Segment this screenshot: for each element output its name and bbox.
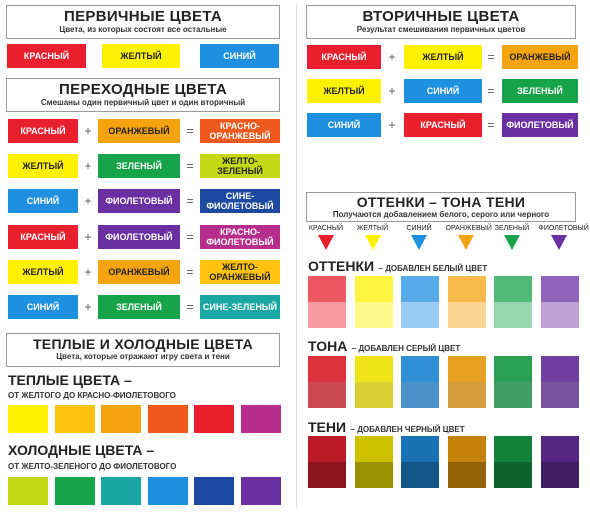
color-marker-icon xyxy=(318,235,334,250)
cold-swatch xyxy=(8,477,48,505)
plus-sign: + xyxy=(388,50,396,64)
tertiary-subtitle: Смешаны один первичный цвет и один вторичный xyxy=(40,98,246,107)
shade-color-label: СИНИЙ xyxy=(406,225,432,232)
shade-color-label: ОРАНЖЕВЫЙ xyxy=(445,225,492,232)
shade-swatch-bottom xyxy=(401,382,439,408)
shade-swatch-top xyxy=(401,276,439,302)
cold-title: ХОЛОДНЫЕ ЦВЕТА – xyxy=(8,442,155,458)
plus-sign: + xyxy=(84,229,92,244)
shade-swatch-top xyxy=(308,356,346,382)
equals-sign: = xyxy=(487,118,495,132)
tertiary-swatch: ЗЕЛЕНЫЙ xyxy=(98,154,180,178)
equals-sign: = xyxy=(186,300,194,314)
shade-swatch-bottom xyxy=(355,302,393,328)
shade-swatch-top xyxy=(308,276,346,302)
color-marker-icon xyxy=(504,235,520,250)
shade-color-label: КРАСНЫЙ xyxy=(308,225,344,232)
equals-sign: = xyxy=(186,264,194,279)
cold-swatch xyxy=(148,477,188,505)
plus-sign: + xyxy=(84,264,92,279)
shade-color-label: ЗЕЛЕНЫЙ xyxy=(494,225,530,232)
secondary-title: ВТОРИЧНЫЕ ЦВЕТА xyxy=(362,8,520,25)
secondary-result-swatch: ФИОЛЕТОВЫЙ xyxy=(502,113,578,137)
warm-subtitle: ОТ ЖЕЛТОГО ДО КРАСНО-ФИОЛЕТОВОГО xyxy=(8,391,176,400)
primary-subtitle: Цвета, из которых состоят все остальные xyxy=(59,25,227,34)
secondary-result-swatch: ЗЕЛЕНЫЙ xyxy=(502,79,578,103)
shade-swatch-top xyxy=(541,356,579,382)
plus-sign: + xyxy=(84,124,92,138)
shade-swatch-top xyxy=(401,436,439,462)
shade-swatch-top xyxy=(448,356,486,382)
secondary-swatch: СИНИЙ xyxy=(307,113,381,137)
shade-swatch-top xyxy=(308,436,346,462)
shade-swatch-bottom xyxy=(355,382,393,408)
warm-swatch xyxy=(55,405,95,433)
tertiary-swatch: ОРАНЖЕВЫЙ xyxy=(98,119,180,143)
shade-swatch-bottom xyxy=(494,302,532,328)
color-marker-icon xyxy=(551,235,567,250)
plus-sign: + xyxy=(84,159,92,174)
cold-swatch xyxy=(241,477,281,505)
shade-swatch-bottom xyxy=(494,382,532,408)
shade-swatch-top xyxy=(448,436,486,462)
warm-swatch xyxy=(194,405,234,433)
equals-sign: = xyxy=(186,194,194,209)
cold-subtitle: ОТ ЖЕЛТО-ЗЕЛЕНОГО ДО ФИОЛЕТОВОГО xyxy=(8,462,177,471)
shade-swatch-top xyxy=(355,436,393,462)
warmcold-title: ТЕПЛЫЕ И ХОЛОДНЫЕ ЦВЕТА xyxy=(32,336,254,352)
shade-swatch-top xyxy=(494,436,532,462)
shade-swatch-top xyxy=(541,276,579,302)
secondary-subtitle: Результат смешивания первичных цветов xyxy=(356,25,526,34)
primary-yellow-swatch: ЖЕЛТЫЙ xyxy=(102,44,180,68)
tertiary-result-swatch: СИНЕ-ФИОЛЕТОВЫЙ xyxy=(200,189,280,213)
shade-swatch-bottom xyxy=(541,462,579,488)
color-marker-icon xyxy=(458,235,474,250)
tertiary-swatch: СИНИЙ xyxy=(8,295,78,319)
tertiary-header xyxy=(6,78,280,112)
secondary-swatch: КРАСНЫЙ xyxy=(404,113,482,137)
shade-swatch-top xyxy=(494,276,532,302)
shade-swatch-bottom xyxy=(401,462,439,488)
shades-header xyxy=(306,192,576,222)
shade-swatch-bottom xyxy=(541,302,579,328)
shade-swatch-bottom xyxy=(355,462,393,488)
shade-swatch-top xyxy=(355,356,393,382)
warm-swatch xyxy=(241,405,281,433)
tints-heading xyxy=(308,258,487,276)
primary-header xyxy=(6,5,280,39)
shade-swatch-bottom xyxy=(541,382,579,408)
shade-swatch-bottom xyxy=(494,462,532,488)
shadesdark-title: ТЕНИ xyxy=(308,419,347,435)
plus-sign: + xyxy=(388,84,396,98)
shade-color-label: ФИОЛЕТОВЫЙ xyxy=(538,225,589,232)
tones-subtitle: – ДОБАВЛЕН СЕРЫЙ ЦВЕТ xyxy=(351,344,461,353)
secondary-header xyxy=(306,5,576,39)
tertiary-swatch: ЗЕЛЕНЫЙ xyxy=(98,295,180,319)
equals-sign: = xyxy=(487,84,495,98)
tones-heading xyxy=(308,338,460,356)
tertiary-swatch: ФИОЛЕТОВЫЙ xyxy=(98,189,180,213)
cold-swatch xyxy=(194,477,234,505)
shade-swatch-top xyxy=(494,356,532,382)
shade-swatch-top xyxy=(541,436,579,462)
secondary-swatch: СИНИЙ xyxy=(404,79,482,103)
tertiary-result-swatch: ЖЕЛТО-ОРАНЖЕВЫЙ xyxy=(200,260,280,284)
color-marker-icon xyxy=(365,235,381,250)
warmcold-header xyxy=(6,333,280,367)
cold-swatch xyxy=(101,477,141,505)
tints-subtitle: – ДОБАВЛЕН БЕЛЫЙ ЦВЕТ xyxy=(378,264,488,273)
shade-swatch-bottom xyxy=(448,302,486,328)
column-divider xyxy=(296,4,297,508)
shades-title: ОТТЕНКИ – ТОНА ТЕНИ xyxy=(356,194,526,210)
tertiary-swatch: ФИОЛЕТОВЫЙ xyxy=(98,225,180,249)
warm-swatch xyxy=(101,405,141,433)
primary-title: ПЕРВИЧНЫЕ ЦВЕТА xyxy=(64,8,222,25)
warm-swatch xyxy=(148,405,188,433)
shade-swatch-top xyxy=(448,276,486,302)
tertiary-swatch: СИНИЙ xyxy=(8,189,78,213)
tertiary-swatch: ЖЕЛТЫЙ xyxy=(8,154,78,178)
tertiary-swatch: ОРАНЖЕВЫЙ xyxy=(98,260,180,284)
equals-sign: = xyxy=(186,124,194,138)
shade-swatch-bottom xyxy=(308,382,346,408)
tints-title: ОТТЕНКИ xyxy=(308,258,375,274)
equals-sign: = xyxy=(487,50,495,64)
shade-swatch-top xyxy=(355,276,393,302)
shadesdark-subtitle: – ДОБАВЛЕН ЧЕРНЫЙ ЦВЕТ xyxy=(350,425,465,434)
shadesdark-heading xyxy=(308,419,465,437)
tones-title: ТОНА xyxy=(308,338,348,354)
tertiary-result-swatch: СИНЕ-ЗЕЛЕНЫЙ xyxy=(200,295,280,319)
shade-swatch-bottom xyxy=(401,302,439,328)
shades-subtitle: Получаются добавлением белого, серого или черного xyxy=(332,210,550,219)
primary-blue-swatch: СИНИЙ xyxy=(200,44,279,68)
shade-swatch-top xyxy=(401,356,439,382)
shade-swatch-bottom xyxy=(308,462,346,488)
shade-swatch-bottom xyxy=(448,462,486,488)
warm-title: ТЕПЛЫЕ ЦВЕТА – xyxy=(8,372,132,388)
color-marker-icon xyxy=(411,235,427,250)
equals-sign: = xyxy=(186,159,194,174)
secondary-swatch: ЖЕЛТЫЙ xyxy=(404,45,482,69)
plus-sign: + xyxy=(388,118,396,132)
cold-swatch xyxy=(55,477,95,505)
shade-swatch-bottom xyxy=(308,302,346,328)
secondary-result-swatch: ОРАНЖЕВЫЙ xyxy=(502,45,578,69)
tertiary-swatch: КРАСНЫЙ xyxy=(8,225,78,249)
tertiary-result-swatch: ЖЕЛТО-ЗЕЛЕНЫЙ xyxy=(200,154,280,178)
shade-color-label: ЖЕЛТЫЙ xyxy=(356,225,389,232)
primary-red-swatch: КРАСНЫЙ xyxy=(7,44,86,68)
warmcold-subtitle: Цвета, которые отражают игру света и тени xyxy=(56,352,230,361)
tertiary-swatch: КРАСНЫЙ xyxy=(8,119,78,143)
secondary-swatch: ЖЕЛТЫЙ xyxy=(307,79,381,103)
tertiary-swatch: ЖЕЛТЫЙ xyxy=(8,260,78,284)
plus-sign: + xyxy=(84,300,92,314)
tertiary-result-swatch: КРАСНО-ФИОЛЕТОВЫЙ xyxy=(200,225,280,249)
secondary-swatch: КРАСНЫЙ xyxy=(307,45,381,69)
equals-sign: = xyxy=(186,229,194,244)
tertiary-title: ПЕРЕХОДНЫЕ ЦВЕТА xyxy=(59,81,227,98)
tertiary-result-swatch: КРАСНО-ОРАНЖЕВЫЙ xyxy=(200,119,280,143)
plus-sign: + xyxy=(84,194,92,209)
shade-swatch-bottom xyxy=(448,382,486,408)
warm-swatch xyxy=(8,405,48,433)
